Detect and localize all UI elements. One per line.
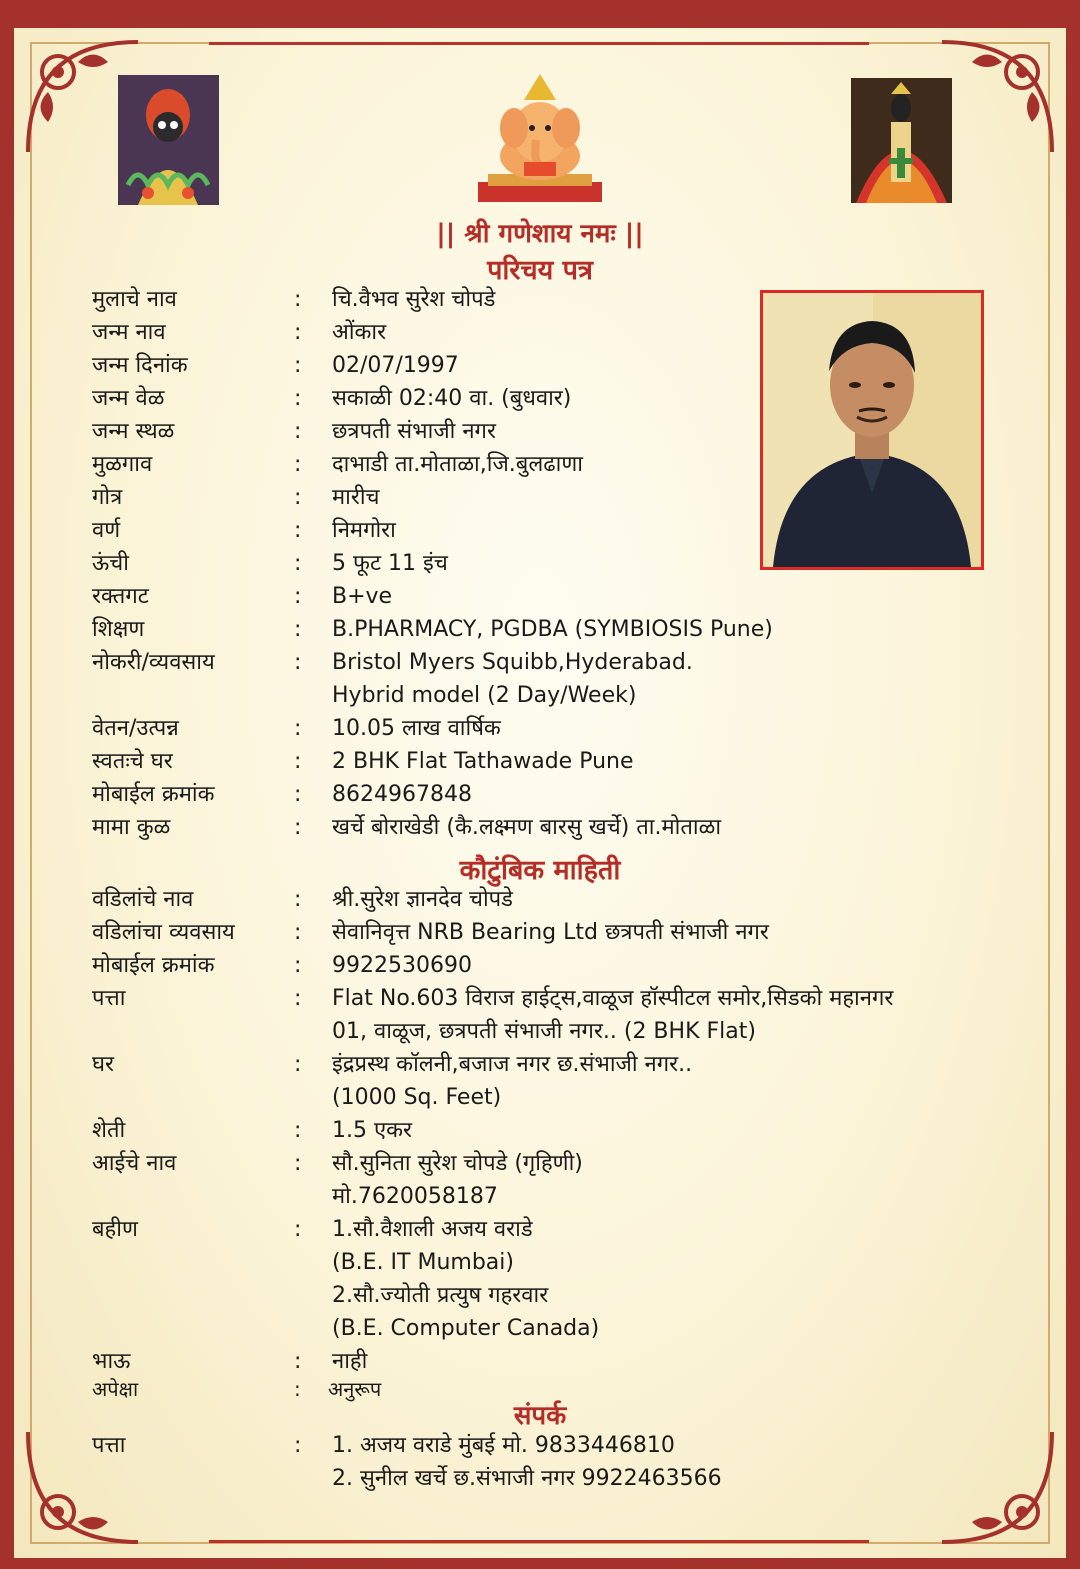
field-value: अनुरूप [328, 1377, 382, 1401]
field-label: रक्तगट [92, 584, 149, 609]
colon: : [294, 320, 302, 345]
field-label: वर्ण [92, 518, 121, 543]
colon: : [294, 617, 302, 642]
field-value: मारीच [332, 485, 380, 510]
field-label: पत्ता [92, 1433, 126, 1458]
colon: : [294, 716, 302, 741]
field-value: सकाळी 02:40 वा. (बुधवार) [332, 386, 572, 411]
field-value: 8624967848 [332, 782, 472, 807]
field-label: वडिलांचे नाव [92, 887, 194, 912]
field-value: 1.5 एकर [332, 1118, 413, 1143]
deity-image-left [118, 75, 219, 205]
colon: : [294, 452, 302, 477]
field-value: 1.सौ.वैशाली अजय वराडे [332, 1217, 533, 1242]
colon: : [294, 1118, 302, 1143]
field-value-continued: 2. सुनील खर्चे छ.संभाजी नगर 9922463566 [332, 1466, 722, 1491]
field-value: चि.वैभव सुरेश चोपडे [332, 287, 496, 312]
colon: : [294, 419, 302, 444]
colon: : [294, 287, 302, 312]
field-label: भाऊ [92, 1349, 131, 1374]
colon: : [294, 386, 302, 411]
field-label: जन्म स्थळ [92, 419, 175, 444]
colon: : [294, 1349, 302, 1374]
deity-image-right [851, 78, 952, 203]
bottom-rule [209, 1540, 869, 1543]
field-value: B+ve [332, 584, 393, 609]
field-value: 5 फूट 11 इंच [332, 551, 448, 576]
colon: : [294, 920, 302, 945]
colon: : [294, 551, 302, 576]
field-value: 02/07/1997 [332, 353, 459, 378]
colon: : [294, 815, 302, 840]
corner-ornament-bottom-right [932, 1422, 1062, 1552]
field-value-continued: 01, वाळूज, छत्रपती संभाजी नगर.. (2 BHK Flat) [332, 1019, 756, 1044]
field-value: सेवानिवृत्त NRB Bearing Ltd छत्रपती संभाजी नगर [332, 920, 769, 945]
colon: : [294, 1433, 302, 1458]
colon: : [294, 1217, 302, 1242]
colon: : [294, 353, 302, 378]
field-value: दाभाडी ता.मोताळा,जि.बुलढाणा [332, 452, 583, 477]
field-value: नाही [332, 1349, 368, 1374]
contact-heading: संपर्क [513, 1401, 567, 1431]
colon: : [294, 986, 302, 1011]
colon: : [294, 749, 302, 774]
colon: : [294, 887, 302, 912]
colon: : [294, 650, 302, 675]
profile-photo [760, 290, 984, 570]
field-label: शेती [92, 1118, 126, 1143]
field-label: नोकरी/व्यवसाय [92, 650, 215, 675]
field-label: वेतन/उत्पन्न [92, 716, 179, 741]
field-label: मोबाईल क्रमांक [92, 782, 215, 807]
colon: : [294, 1151, 302, 1176]
field-label: आईचे नाव [92, 1151, 177, 1176]
field-value: 1. अजय वराडे मुंबई मो. 9833446810 [332, 1433, 675, 1458]
field-value: 10.05 लाख वार्षिक [332, 716, 501, 741]
colon: : [294, 1377, 301, 1401]
field-label: मामा कुळ [92, 815, 171, 840]
biodata-card [14, 28, 1066, 1558]
field-label: मुळगाव [92, 452, 153, 477]
field-value: Flat No.603 विराज हाईट्स,वाळूज हॉस्पीटल समोर,सिडको महानगर [332, 986, 894, 1011]
field-label: मोबाईल क्रमांक [92, 953, 215, 978]
field-label: पत्ता [92, 986, 126, 1011]
field-value: सौ.सुनिता सुरेश चोपडे (गृहिणी) [332, 1151, 583, 1176]
field-value-continued: (B.E. Computer Canada) [332, 1316, 600, 1341]
field-value: ओंकार [332, 320, 387, 345]
field-label: मुलाचे नाव [92, 287, 177, 312]
colon: : [294, 584, 302, 609]
field-value: 2 BHK Flat Tathawade Pune [332, 749, 634, 774]
colon: : [294, 485, 302, 510]
colon: : [294, 518, 302, 543]
field-value-continued: (B.E. IT Mumbai) [332, 1250, 514, 1275]
field-value: B.PHARMACY, PGDBA (SYMBIOSIS Pune) [332, 617, 773, 642]
ganesha-image [474, 70, 606, 208]
field-label: ऊंची [92, 551, 129, 576]
field-label: जन्म नाव [92, 320, 166, 345]
field-label: बहीण [92, 1217, 138, 1242]
family-heading: कौटुंबिक माहिती [459, 855, 621, 886]
colon: : [294, 1052, 302, 1077]
page-title: परिचय पत्र [487, 255, 593, 286]
field-value: निमगोरा [332, 518, 396, 543]
field-value: इंद्रप्रस्थ कॉलनी,बजाज नगर छ.संभाजी नगर.. [332, 1052, 693, 1077]
colon: : [294, 782, 302, 807]
top-rule [209, 42, 869, 45]
field-label: अपेक्षा [92, 1377, 139, 1401]
field-value-continued: Hybrid model (2 Day/Week) [332, 683, 637, 708]
field-value: 9922530690 [332, 953, 472, 978]
field-label: जन्म वेळ [92, 386, 165, 411]
field-value-continued: 2.सौ.ज्योती प्रत्युष गहरवार [332, 1283, 549, 1308]
field-label: घर [92, 1052, 115, 1077]
colon: : [294, 953, 302, 978]
field-label: जन्म दिनांक [92, 353, 188, 378]
field-value: श्री.सुरेश ज्ञानदेव चोपडे [332, 887, 513, 912]
field-label: शिक्षण [92, 617, 145, 642]
field-value: Bristol Myers Squibb,Hyderabad. [332, 650, 693, 675]
field-value-continued: मो.7620058187 [332, 1184, 498, 1209]
invocation-heading: || श्री गणेशाय नमः || [436, 219, 644, 249]
field-value: छत्रपती संभाजी नगर [332, 419, 496, 444]
field-value-continued: (1000 Sq. Feet) [332, 1085, 502, 1110]
field-label: गोत्र [92, 485, 123, 510]
field-label: स्वतःचे घर [92, 749, 173, 774]
field-label: वडिलांचा व्यवसाय [92, 920, 235, 945]
field-value: खर्चे बोराखेडी (कै.लक्ष्मण बारसु खर्चे) ता.मोताळा [332, 815, 722, 840]
